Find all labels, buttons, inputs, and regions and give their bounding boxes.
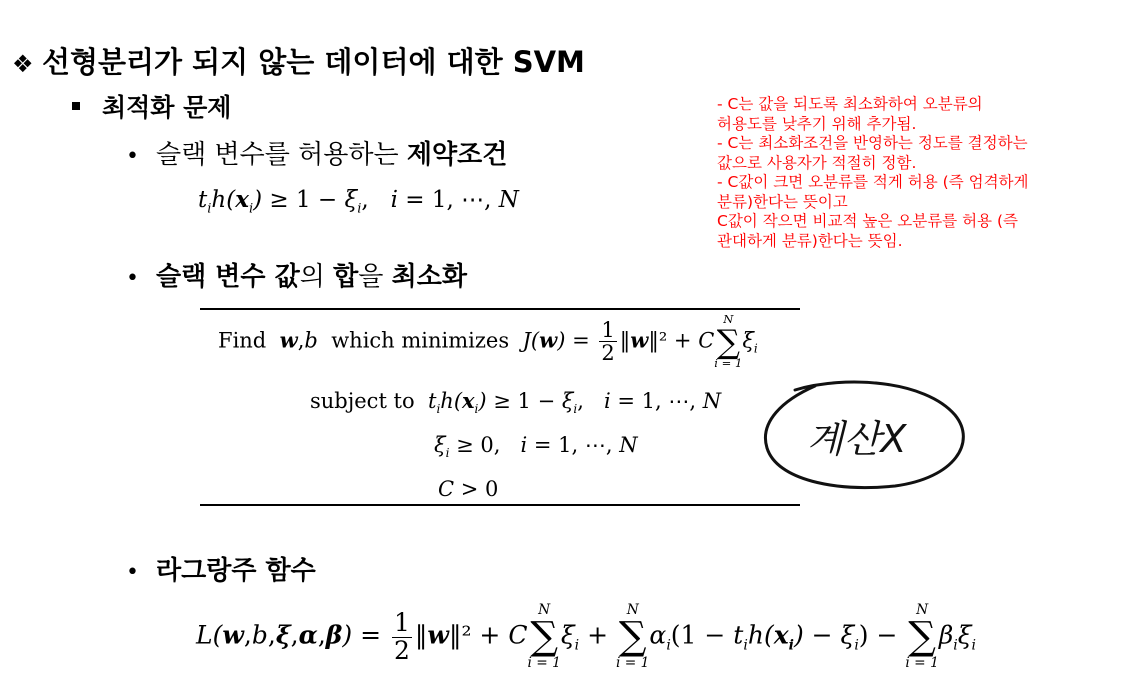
bullet-minimize-part1: 슬랙 변수 값 (156, 262, 300, 292)
bullet-dot: • (126, 266, 139, 291)
annotation-line: C값이 작으면 비교적 높은 오분류를 허용 (즉 (717, 212, 1018, 230)
lagrangian-formula: L(w,b,ξ,α,β) = $\frac{1}{2}$ ‖w‖² + C N ∑ i = 1 $\xi_i$ + N ∑ i = 1 $\alpha_i(1 - t_ih(x_i) - \xi_i)$ − N ∑ i = 1 $\beta_i\xi_i$ (196, 602, 977, 671)
slack-nonneg-line: $\xi_i \ge 0$, i = 1, ⋯, N (434, 433, 638, 461)
annotation-line: - C값이 크면 오분류를 적게 허용 (즉 엄격하게 (717, 173, 1029, 191)
find-label: Find (218, 328, 267, 353)
annotation-line: 관대하게 분류)한다는 뜻임. (717, 231, 903, 250)
problem-bottom-rule (200, 504, 800, 506)
constraint-formula: $t_ih(x_i) \ge 1 - \xi_i$, i = 1, ⋯, N (198, 186, 519, 217)
c-positive-line: C > 0 (438, 477, 499, 501)
section-heading (72, 88, 231, 124)
annotation-line: - C는 값을 되도록 최소화하여 오분류의 (717, 95, 983, 113)
problem-top-rule (200, 308, 800, 310)
subject-to-line: subject to $t_ih(x_i) \ge 1 - \xi_i$, i = 1, ⋯, N (310, 388, 722, 417)
slide-title (12, 40, 585, 81)
section-heading-text: 최적화 문제 (102, 93, 232, 122)
handwritten-note-text: 계산X (807, 417, 907, 461)
bullet-minimize-part5: 최소화 (391, 262, 467, 292)
annotation-note (717, 95, 1127, 251)
square-bullet-icon (72, 102, 80, 110)
bullet-constraint-bold: 제약조건 (406, 140, 508, 170)
diamond-bullet-icon: ❖ (12, 50, 34, 78)
bullet-minimize-part2: 의 (299, 262, 334, 292)
annotation-line: 값으로 사용자가 적절히 정함. (717, 153, 917, 172)
minimizes-label: which minimizes (331, 328, 510, 353)
handwritten-note (755, 370, 975, 500)
bullet-minimize-part4: 을 (358, 262, 392, 292)
bullet-dot: • (126, 144, 139, 169)
annotation-line: - C는 최소화조건을 반영하는 정도를 결정하는 (717, 134, 1028, 152)
annotation-line: 분류)한다는 뜻이고 (717, 192, 848, 211)
bullet-lagrangian-text: 라그랑주 함수 (156, 556, 316, 586)
bullet-constraint-text: 슬랙 변수를 허용하는 (156, 140, 407, 170)
bullet-lagrangian (126, 550, 316, 587)
objective-line: Find w,b which minimizes J(w) = $\frac{1}{2}$ ‖w‖² + C N ∑ i = 1 $\xi_i$ (218, 312, 758, 371)
annotation-line: 허용도를 낮추기 위해 추가됨. (717, 114, 917, 133)
bullet-constraint (126, 134, 507, 171)
bullet-dot: • (126, 560, 139, 585)
slide-title-text: 선형분리가 되지 않는 데이터에 대한 SVM (42, 45, 585, 79)
bullet-minimize (126, 256, 467, 293)
bullet-minimize-part3: 합 (333, 262, 359, 292)
subject-to-label: subject to (310, 389, 415, 413)
